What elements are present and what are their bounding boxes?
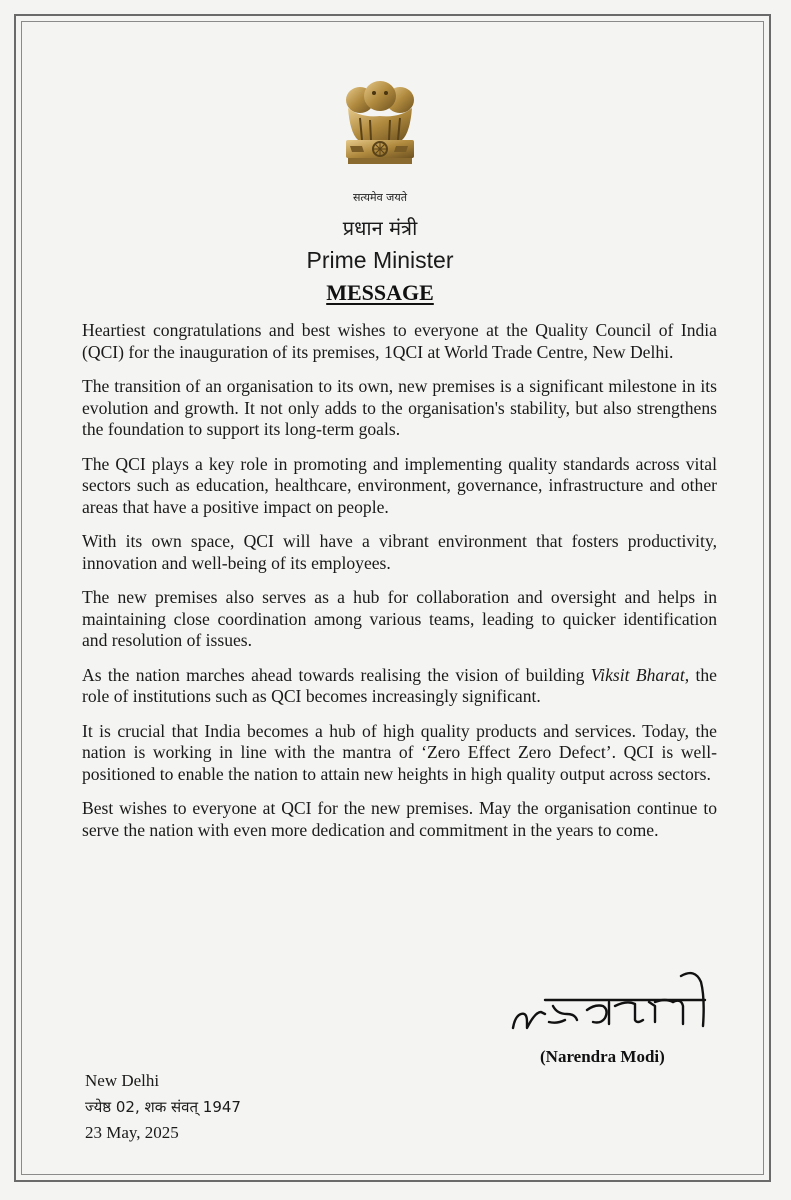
message-body [82,320,717,854]
place: New Delhi [85,1071,160,1090]
letter-footer [85,1068,385,1146]
paragraph: Heartiest congratulations and best wishes to everyone at the Quality Council of India (QCI) for the inauguration of its premises, 1QCI at World Trade Centre, New Delhi. [82,320,717,362]
paragraph: The QCI plays a key role in promoting and implementing quality standards across vital sectors such as education, healthcare, environment, governance, infrastructure and other areas that have a positive impact on people. [82,453,717,517]
date-hindi: ज्येष्ठ 02, शक संवत् 1947 [85,1098,241,1116]
paragraph-text: , the role of institutions such as QCI becomes increasingly significant. [82,664,717,706]
paragraph: With its own space, QCI will have a vibrant environment that fosters productivity, innovation and well-being of its employees. [82,531,717,573]
paragraph-text: As the nation marches ahead towards realising the vision of building [82,664,591,685]
title-hindi: प्रधान मंत्री [342,216,418,240]
title-english: Prime Minister [306,247,454,273]
paragraph: The transition of an organisation to its own, new premises is a significant milestone in its evolution and growth. It not only adds to the organisation's stability, but also strengthens the foundation to support its long-term goals. [82,376,717,439]
handwritten-signature [505,962,725,1040]
date: 23 May, 2025 [85,1123,179,1142]
paragraph [82,665,717,708]
paragraph: Best wishes to everyone at QCI for the new premises. May the organisation continue to serve the nation with even more dedication and commitment in the years to come. [82,798,717,840]
paragraph: The new premises also serves as a hub for collaboration and oversight and helps in maintaining close coordination among various teams, leading to quicker identification and resolution of issues. [82,587,717,650]
paragraph-italic-text: Viksit Bharat [590,664,685,685]
national-emblem-icon [330,78,430,188]
message-heading: MESSAGE [326,280,434,305]
signer-name: (Narendra Modi) [540,1047,665,1066]
paragraph: It is crucial that India becomes a hub of high quality products and services. Today, the nation is working in line with the mantra of ‘Zero Effect Zero Defect’. QCI is well-positioned to enable the nation to attain new heights in high quality output across sectors. [82,720,717,784]
emblem-motto: सत्यमेव जयते [352,191,407,204]
